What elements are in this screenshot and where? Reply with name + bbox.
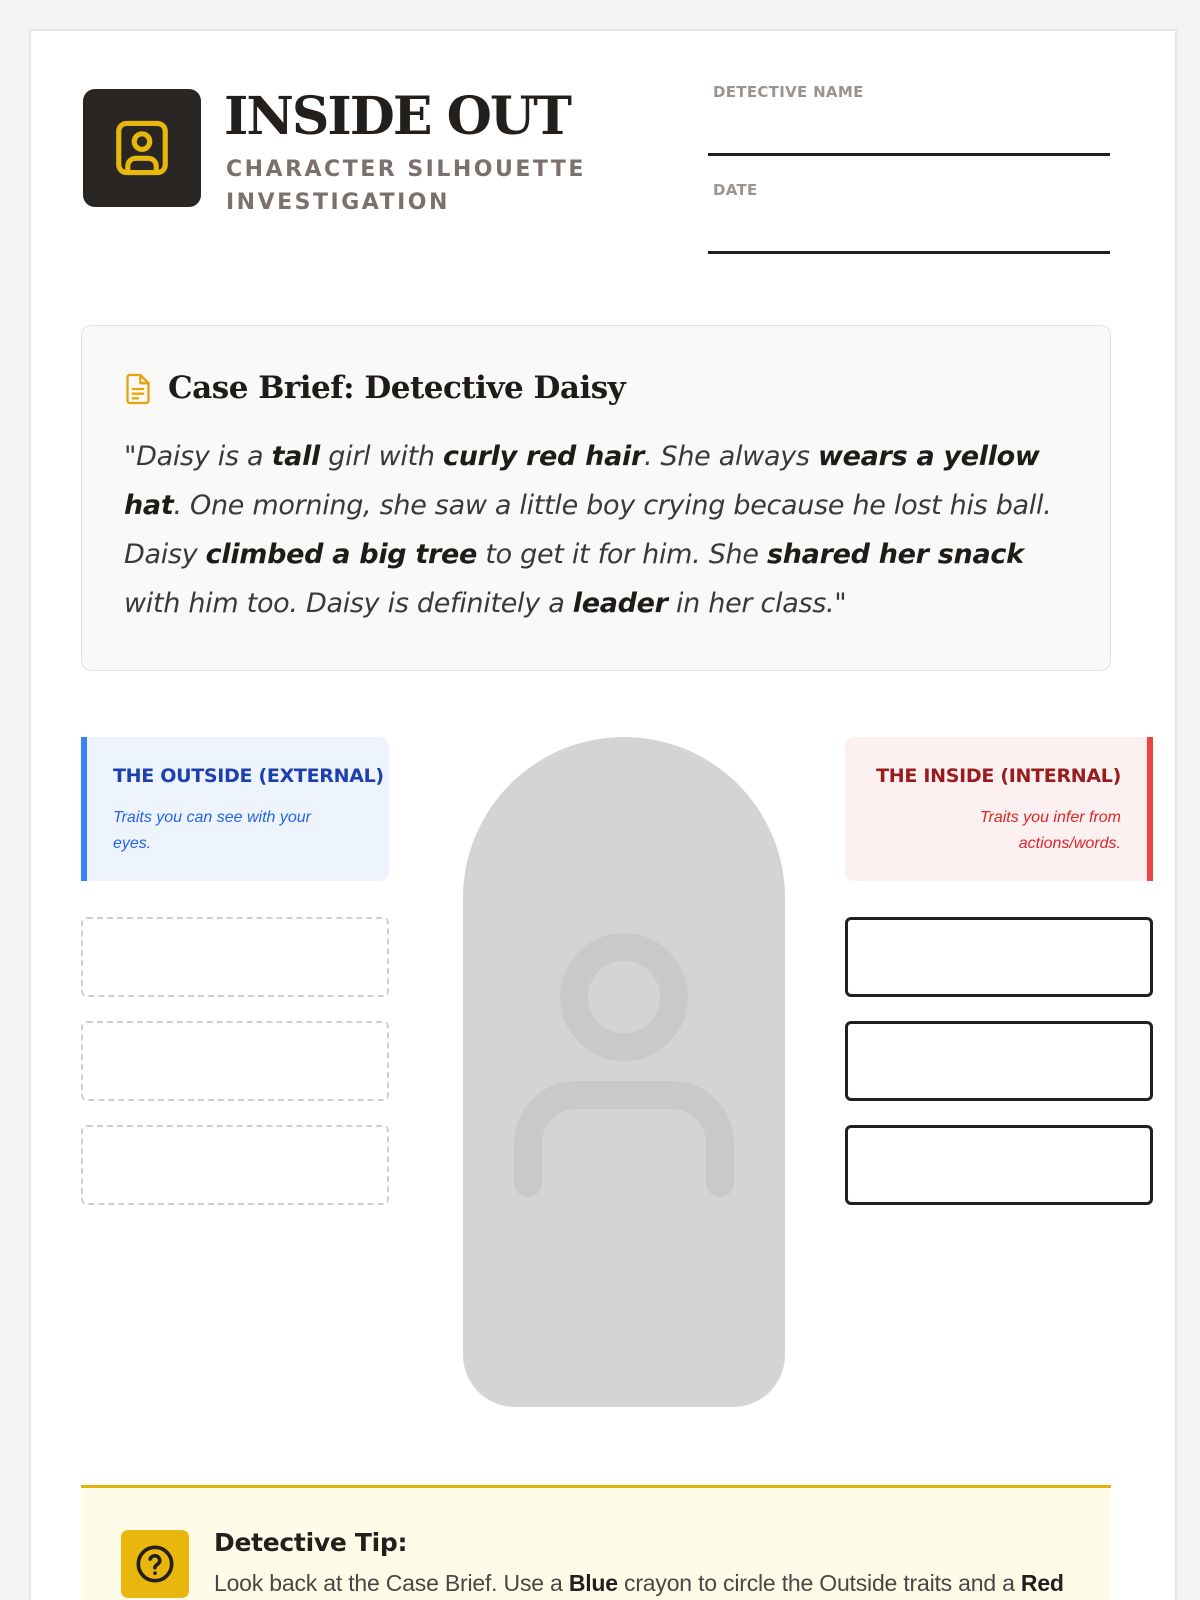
worksheet-page	[29, 29, 1177, 1600]
character-silhouette	[463, 737, 785, 1407]
document-icon	[124, 372, 152, 406]
outside-trait-box[interactable]	[81, 1021, 389, 1101]
inside-heading: THE INSIDE (INTERNAL)	[876, 765, 1121, 787]
page-subtitle: CHARACTER SILHOUETTE INVESTIGATION	[226, 157, 586, 215]
page-title: INSIDE OUT	[224, 86, 570, 147]
outside-trait-box[interactable]	[81, 917, 389, 997]
case-brief-title: Case Brief: Detective Daisy	[168, 370, 626, 406]
inside-trait-box[interactable]	[845, 917, 1153, 997]
detective-name-label: DETECTIVE NAME	[713, 83, 864, 101]
detective-tip	[81, 1485, 1111, 1600]
outside-heading: THE OUTSIDE (EXTERNAL)	[113, 765, 384, 787]
outside-traits-panel	[81, 737, 389, 881]
contact-badge-icon	[111, 117, 173, 179]
case-brief-text: "Daisy is a tall girl with curly red hair. She always wears a yellow hat. One morning, she saw a little boy crying because he lost his ball. Daisy climbed a big tree to get it for him. She shared her snack with him too. Daisy is definitely a leader in her class."	[124, 441, 1052, 619]
tip-text: Look back at the Case Brief. Use a Blue crayon to circle the Outside traits and a Red	[214, 1570, 1064, 1596]
outside-trait-box[interactable]	[81, 1125, 389, 1205]
date-field[interactable]	[708, 251, 1110, 254]
inside-traits-panel	[845, 737, 1153, 881]
case-brief	[81, 325, 1111, 671]
logo	[83, 89, 201, 207]
detective-name-field[interactable]	[708, 153, 1110, 156]
tip-icon-badge	[121, 1530, 189, 1598]
inside-trait-box[interactable]	[845, 1021, 1153, 1101]
date-label: DATE	[713, 181, 758, 199]
person-silhouette-icon	[514, 933, 734, 1203]
question-circle-icon	[135, 1544, 175, 1584]
outside-description: Traits you can see with your eyes.	[113, 809, 312, 852]
inside-trait-box[interactable]	[845, 1125, 1153, 1205]
tip-title: Detective Tip:	[214, 1528, 408, 1557]
inside-description: Traits you infer from actions/words.	[979, 809, 1121, 852]
